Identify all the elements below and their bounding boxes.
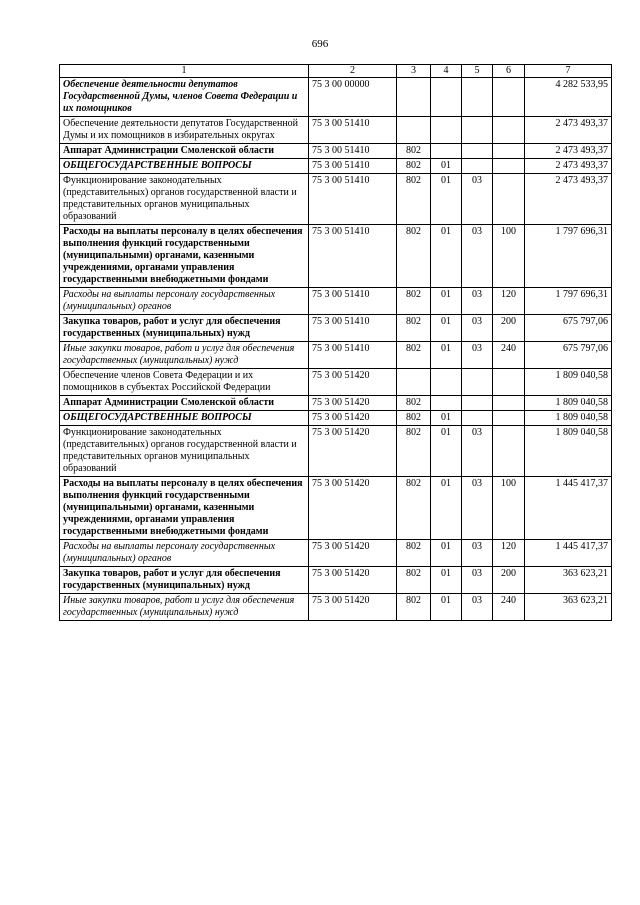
row-amount: 1 797 696,31 [525, 288, 612, 315]
row-amount: 2 473 493,37 [525, 159, 612, 174]
row-code: 75 3 00 51410 [309, 288, 397, 315]
row-section-code [431, 78, 462, 117]
row-name: Расходы на выплаты персоналу государственных (муниципальных) органов [60, 288, 309, 315]
row-amount: 1 809 040,58 [525, 411, 612, 426]
row-subsection-code: 03 [462, 477, 493, 540]
row-subsection-code: 03 [462, 540, 493, 567]
column-header: 7 [525, 65, 612, 78]
row-name: Расходы на выплаты персоналу государственных (муниципальных) органов [60, 540, 309, 567]
budget-table [59, 64, 612, 621]
row-expense-type: 100 [493, 477, 525, 540]
row-expense-type [493, 78, 525, 117]
header-row [60, 65, 612, 78]
row-section-code: 01 [431, 225, 462, 288]
row-expense-type: 240 [493, 342, 525, 369]
row-amount: 2 473 493,37 [525, 174, 612, 225]
row-code: 75 3 00 51420 [309, 369, 397, 396]
page-number: 696 [311, 38, 329, 50]
row-expense-type [493, 396, 525, 411]
table-row [60, 369, 612, 396]
table-row [60, 426, 612, 477]
row-ministry-code: 802 [397, 567, 431, 594]
row-section-code: 01 [431, 342, 462, 369]
row-section-code [431, 369, 462, 396]
row-name: Обеспечение деятельности депутатов Государственной Думы и их помощников в избирательных округах [60, 117, 309, 144]
row-ministry-code: 802 [397, 411, 431, 426]
row-ministry-code: 802 [397, 174, 431, 225]
row-section-code [431, 396, 462, 411]
row-ministry-code: 802 [397, 159, 431, 174]
column-header: 6 [493, 65, 525, 78]
row-section-code: 01 [431, 174, 462, 225]
row-name: Функционирование законодательных (представительных) органов государственной власти и представительных органов муниципальных образований [60, 174, 309, 225]
row-section-code: 01 [431, 426, 462, 477]
row-expense-type: 100 [493, 225, 525, 288]
row-subsection-code [462, 78, 493, 117]
table-row [60, 342, 612, 369]
row-subsection-code [462, 159, 493, 174]
row-code: 75 3 00 51410 [309, 117, 397, 144]
table-body [60, 78, 612, 621]
row-expense-type [493, 174, 525, 225]
row-expense-type [493, 369, 525, 396]
row-amount: 1 445 417,37 [525, 540, 612, 567]
row-name: Иные закупки товаров, работ и услуг для обеспечения государственных (муниципальных) нужд [60, 342, 309, 369]
column-header: 2 [309, 65, 397, 78]
row-code: 75 3 00 51420 [309, 567, 397, 594]
row-section-code: 01 [431, 288, 462, 315]
row-subsection-code: 03 [462, 174, 493, 225]
row-amount: 1 809 040,58 [525, 369, 612, 396]
row-ministry-code: 802 [397, 426, 431, 477]
row-expense-type: 120 [493, 540, 525, 567]
row-code: 75 3 00 51420 [309, 477, 397, 540]
row-code: 75 3 00 51410 [309, 174, 397, 225]
row-section-code: 01 [431, 477, 462, 540]
row-name: Закупка товаров, работ и услуг для обеспечения государственных (муниципальных) нужд [60, 315, 309, 342]
row-ministry-code [397, 78, 431, 117]
row-name: Расходы на выплаты персоналу в целях обеспечения выполнения функций государственными (муниципальными) органами, казенными учреждениями, органами управления государственными внебюджетными фондами [60, 225, 309, 288]
row-code: 75 3 00 51420 [309, 594, 397, 621]
row-section-code [431, 117, 462, 144]
row-ministry-code: 802 [397, 144, 431, 159]
row-ministry-code: 802 [397, 315, 431, 342]
column-header: 3 [397, 65, 431, 78]
row-expense-type [493, 117, 525, 144]
row-section-code: 01 [431, 594, 462, 621]
row-expense-type: 200 [493, 315, 525, 342]
row-code: 75 3 00 51420 [309, 426, 397, 477]
row-subsection-code: 03 [462, 342, 493, 369]
table-row [60, 144, 612, 159]
row-expense-type [493, 159, 525, 174]
row-name: ОБЩЕГОСУДАРСТВЕННЫЕ ВОПРОСЫ [60, 411, 309, 426]
row-code: 75 3 00 51410 [309, 144, 397, 159]
row-code: 75 3 00 51410 [309, 342, 397, 369]
row-expense-type: 120 [493, 288, 525, 315]
row-code: 75 3 00 51420 [309, 396, 397, 411]
table-row [60, 117, 612, 144]
row-amount: 675 797,06 [525, 342, 612, 369]
row-subsection-code: 03 [462, 288, 493, 315]
row-section-code: 01 [431, 411, 462, 426]
row-subsection-code: 03 [462, 225, 493, 288]
row-amount: 1 797 696,31 [525, 225, 612, 288]
row-ministry-code: 802 [397, 288, 431, 315]
row-code: 75 3 00 51420 [309, 411, 397, 426]
row-subsection-code: 03 [462, 426, 493, 477]
row-section-code [431, 144, 462, 159]
table-row [60, 540, 612, 567]
row-subsection-code [462, 411, 493, 426]
row-code: 75 3 00 51410 [309, 225, 397, 288]
column-header: 5 [462, 65, 493, 78]
table-row [60, 78, 612, 117]
row-expense-type: 200 [493, 567, 525, 594]
row-amount: 363 623,21 [525, 567, 612, 594]
row-subsection-code [462, 369, 493, 396]
row-name: Расходы на выплаты персоналу в целях обеспечения выполнения функций государственными (муниципальными) органами, казенными учреждениями, органами управления государственными внебюджетными фондами [60, 477, 309, 540]
table-row [60, 174, 612, 225]
table-row [60, 225, 612, 288]
row-code: 75 3 00 51410 [309, 159, 397, 174]
row-subsection-code [462, 117, 493, 144]
table-row [60, 159, 612, 174]
table-row [60, 396, 612, 411]
row-amount: 2 473 493,37 [525, 144, 612, 159]
row-section-code: 01 [431, 315, 462, 342]
table-row [60, 315, 612, 342]
row-ministry-code [397, 117, 431, 144]
row-name: Функционирование законодательных (представительных) органов государственной власти и представительных органов муниципальных образований [60, 426, 309, 477]
row-subsection-code: 03 [462, 567, 493, 594]
row-subsection-code: 03 [462, 315, 493, 342]
row-code: 75 3 00 51420 [309, 540, 397, 567]
row-ministry-code: 802 [397, 225, 431, 288]
row-amount: 363 623,21 [525, 594, 612, 621]
row-ministry-code: 802 [397, 396, 431, 411]
row-ministry-code: 802 [397, 594, 431, 621]
row-expense-type [493, 144, 525, 159]
row-amount: 2 473 493,37 [525, 117, 612, 144]
row-subsection-code: 03 [462, 594, 493, 621]
row-amount: 4 282 533,95 [525, 78, 612, 117]
row-expense-type: 240 [493, 594, 525, 621]
row-subsection-code [462, 144, 493, 159]
row-section-code: 01 [431, 540, 462, 567]
row-ministry-code: 802 [397, 477, 431, 540]
row-ministry-code: 802 [397, 540, 431, 567]
row-name: Обеспечение членов Совета Федерации и их помощников в субъектах Российской Федерации [60, 369, 309, 396]
row-amount: 1 809 040,58 [525, 426, 612, 477]
row-code: 75 3 00 51410 [309, 315, 397, 342]
row-amount: 675 797,06 [525, 315, 612, 342]
row-amount: 1 445 417,37 [525, 477, 612, 540]
table-row [60, 411, 612, 426]
row-subsection-code [462, 396, 493, 411]
row-amount: 1 809 040,58 [525, 396, 612, 411]
row-name: ОБЩЕГОСУДАРСТВЕННЫЕ ВОПРОСЫ [60, 159, 309, 174]
table-row [60, 288, 612, 315]
column-header: 4 [431, 65, 462, 78]
row-code: 75 3 00 00000 [309, 78, 397, 117]
row-name: Обеспечение деятельности депутатов Государственной Думы, членов Совета Федерации и их помощников [60, 78, 309, 117]
row-name: Аппарат Администрации Смоленской области [60, 144, 309, 159]
table-row [60, 477, 612, 540]
row-section-code: 01 [431, 159, 462, 174]
row-ministry-code: 802 [397, 342, 431, 369]
table-row [60, 567, 612, 594]
row-name: Аппарат Администрации Смоленской области [60, 396, 309, 411]
table-row [60, 594, 612, 621]
row-expense-type [493, 411, 525, 426]
row-ministry-code [397, 369, 431, 396]
row-name: Закупка товаров, работ и услуг для обеспечения государственных (муниципальных) нужд [60, 567, 309, 594]
column-header: 1 [60, 65, 309, 78]
row-expense-type [493, 426, 525, 477]
row-section-code: 01 [431, 567, 462, 594]
row-name: Иные закупки товаров, работ и услуг для обеспечения государственных (муниципальных) нужд [60, 594, 309, 621]
